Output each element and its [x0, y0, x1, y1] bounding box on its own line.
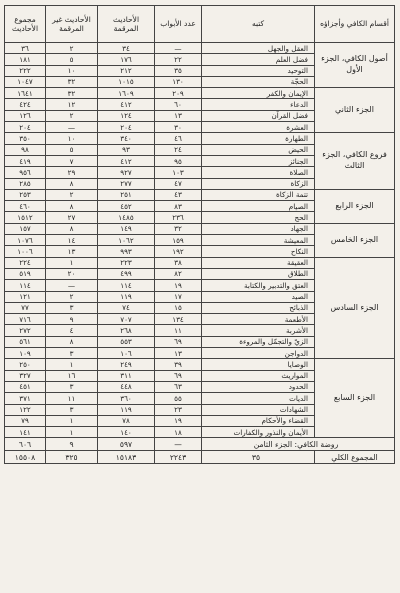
part-cell: الجزء السابع: [315, 359, 395, 438]
chapters-cell: ٦٩: [155, 336, 202, 347]
unnumbered-cell: —: [46, 280, 98, 291]
unnumbered-cell: ١٠: [46, 133, 98, 144]
numbered-cell: ٩٣: [98, 144, 155, 155]
numbered-cell: ٢٢٣: [98, 257, 155, 268]
chapters-cell: ٢٣: [155, 404, 202, 415]
numbered-cell: ٧٨: [98, 415, 155, 426]
book-cell: تتمة الزكاة: [202, 189, 315, 200]
unnumbered-cell: ١٣: [46, 246, 98, 257]
total-cell: ١٦٤١: [5, 88, 46, 99]
numbered-cell: ٧٠٧: [98, 314, 155, 325]
rawda-chapters: —: [155, 438, 202, 451]
chapters-cell: ٦٠: [155, 99, 202, 110]
grand-total-chapters: ٢٢٤٣: [155, 451, 202, 464]
total-cell: ٢٥٣: [5, 189, 46, 200]
numbered-cell: ٩٢٧: [98, 167, 155, 178]
total-cell: ١٢١: [5, 291, 46, 302]
book-cell: الحدود: [202, 381, 315, 392]
chapters-cell: ٣٠: [155, 122, 202, 133]
unnumbered-cell: ٣٢: [46, 88, 98, 99]
total-cell: ٧٧: [5, 302, 46, 313]
numbered-cell: ٣٦٠: [98, 393, 155, 404]
grand-total-numbered: ١٥١٨٣: [98, 451, 155, 464]
total-cell: ٢٧٢: [5, 325, 46, 336]
chapters-cell: ٣٩: [155, 359, 202, 370]
rawda-row: [5, 438, 395, 451]
chapters-cell: ١٨: [155, 427, 202, 438]
total-cell: ٩٨: [5, 144, 46, 155]
table-row: [5, 133, 395, 144]
book-cell: العشرة: [202, 122, 315, 133]
numbered-cell: ١١٤: [98, 280, 155, 291]
numbered-cell: ٢٦٨: [98, 325, 155, 336]
total-cell: ٧١٦: [5, 314, 46, 325]
unnumbered-cell: ١٤: [46, 235, 98, 246]
numbered-cell: ١٢٤: [98, 110, 155, 121]
chapters-cell: ١٣: [155, 348, 202, 359]
book-cell: الزكاة: [202, 178, 315, 189]
part-cell: فروع الكافي، الجزء الثالث: [315, 133, 395, 189]
numbered-cell: ٩٩٣: [98, 246, 155, 257]
total-cell: ٧٩: [5, 415, 46, 426]
unnumbered-cell: ١٢: [46, 99, 98, 110]
chapters-cell: ١٩: [155, 280, 202, 291]
total-cell: ٤٢٤: [5, 99, 46, 110]
chapters-cell: ٢٤: [155, 144, 202, 155]
numbered-cell: ١٠١٥: [98, 76, 155, 87]
chapters-cell: ٤٧: [155, 178, 202, 189]
chapters-cell: ١٣٤: [155, 314, 202, 325]
numbered-cell: ٣١١: [98, 370, 155, 381]
table-row: [5, 43, 395, 54]
total-cell: ٢٥٠: [5, 359, 46, 370]
total-cell: ٢٨٥: [5, 178, 46, 189]
book-cell: فضل العلم: [202, 54, 315, 65]
rawda-unnumbered: ٩: [46, 438, 98, 451]
total-cell: ١٢٢: [5, 404, 46, 415]
header-numbered: الأحاديث المرقمة: [98, 6, 155, 43]
unnumbered-cell: ٨: [46, 178, 98, 189]
chapters-cell: ٨٢: [155, 268, 202, 279]
book-cell: الحج: [202, 212, 315, 223]
table-row: [5, 189, 395, 200]
chapters-cell: ٦٣: [155, 381, 202, 392]
total-cell: ٣٥٠: [5, 133, 46, 144]
numbered-cell: ٣٤: [98, 43, 155, 54]
unnumbered-cell: ١١: [46, 393, 98, 404]
chapters-cell: ٣٢: [155, 223, 202, 234]
book-cell: الإيمان والكفر: [202, 88, 315, 99]
book-cell: فضل القرآن: [202, 110, 315, 121]
total-cell: ١٨١: [5, 54, 46, 65]
book-cell: الطلاق: [202, 268, 315, 279]
book-cell: المواريث: [202, 370, 315, 381]
book-cell: النكاح: [202, 246, 315, 257]
chapters-cell: ١١: [155, 325, 202, 336]
total-cell: ٢٢٤: [5, 257, 46, 268]
unnumbered-cell: ٨: [46, 201, 98, 212]
chapters-cell: ١٣٠: [155, 76, 202, 87]
book-cell: الشهادات: [202, 404, 315, 415]
total-cell: ١٢٦: [5, 110, 46, 121]
numbered-cell: ٢٥١: [98, 189, 155, 200]
unnumbered-cell: ٩: [46, 314, 98, 325]
book-cell: التوحيد: [202, 65, 315, 76]
book-cell: الحجّة: [202, 76, 315, 87]
chapters-cell: ٢٠٩: [155, 88, 202, 99]
total-cell: ٤١٩: [5, 155, 46, 166]
numbered-cell: ١٧٦: [98, 54, 155, 65]
numbered-cell: ٤١٢: [98, 99, 155, 110]
kafi-statistics-table: [4, 5, 395, 464]
numbered-cell: ٢١٢: [98, 65, 155, 76]
part-cell: أصول الكافي، الجزء الأول: [315, 43, 395, 88]
numbered-cell: ١٠٦: [98, 348, 155, 359]
numbered-cell: ٤٤٨: [98, 381, 155, 392]
total-cell: ٤٦٠: [5, 201, 46, 212]
unnumbered-cell: ٣: [46, 381, 98, 392]
chapters-cell: ١٧: [155, 291, 202, 302]
chapters-cell: ٨٣: [155, 201, 202, 212]
total-cell: ٥٦١: [5, 336, 46, 347]
chapters-cell: ٢٢: [155, 54, 202, 65]
table-body: [5, 43, 395, 464]
rawda-total: ٦٠٦: [5, 438, 46, 451]
numbered-cell: ٥٥٣: [98, 336, 155, 347]
book-cell: الصيام: [202, 201, 315, 212]
unnumbered-cell: ١٦: [46, 370, 98, 381]
header-book: كتبه: [202, 6, 315, 43]
unnumbered-cell: ٢٩: [46, 167, 98, 178]
book-cell: الأطعمة: [202, 314, 315, 325]
part-cell: الجزء الخامس: [315, 223, 395, 257]
header-chapters: عدد الأبواب: [155, 6, 202, 43]
chapters-cell: ٣٨: [155, 257, 202, 268]
unnumbered-cell: ١: [46, 359, 98, 370]
unnumbered-cell: ٨: [46, 336, 98, 347]
chapters-cell: ٤٦: [155, 133, 202, 144]
table-row: [5, 88, 395, 99]
total-cell: ٤٥١: [5, 381, 46, 392]
chapters-cell: ٥٥: [155, 393, 202, 404]
total-cell: ١٠٤٧: [5, 76, 46, 87]
unnumbered-cell: ٣: [46, 302, 98, 313]
unnumbered-cell: ٨: [46, 223, 98, 234]
header-total: مجموع الأحاديث: [5, 6, 46, 43]
chapters-cell: ٦٩: [155, 370, 202, 381]
book-cell: الزيّ والتجمّل والمروءة: [202, 336, 315, 347]
unnumbered-cell: ٤: [46, 325, 98, 336]
book-cell: الأشربة: [202, 325, 315, 336]
unnumbered-cell: ٢: [46, 43, 98, 54]
header-row: [5, 6, 395, 43]
table-row: [5, 223, 395, 234]
numbered-cell: ٢٧٧: [98, 178, 155, 189]
table-row: [5, 257, 395, 268]
book-cell: الصيد: [202, 291, 315, 302]
numbered-cell: ٢٤٩: [98, 359, 155, 370]
book-cell: الجهاد: [202, 223, 315, 234]
part-cell: الجزء الرابع: [315, 189, 395, 223]
chapters-cell: ٤٣: [155, 189, 202, 200]
chapters-cell: ٣٥: [155, 65, 202, 76]
unnumbered-cell: ٢: [46, 110, 98, 121]
total-cell: ١٠٩: [5, 348, 46, 359]
part-cell: الجزء السادس: [315, 257, 395, 359]
total-cell: ١٠٠٦: [5, 246, 46, 257]
chapters-cell: ١٩٢: [155, 246, 202, 257]
total-cell: ٣٢٧: [5, 370, 46, 381]
book-cell: الطهارة: [202, 133, 315, 144]
book-cell: الديات: [202, 393, 315, 404]
numbered-cell: ٤٥٢: [98, 201, 155, 212]
chapters-cell: —: [155, 43, 202, 54]
chapters-cell: ١٣: [155, 110, 202, 121]
total-cell: ١٤١: [5, 427, 46, 438]
chapters-cell: ١٠٣: [155, 167, 202, 178]
unnumbered-cell: ١٠: [46, 65, 98, 76]
total-cell: ٢٠٤: [5, 122, 46, 133]
book-cell: المعيشة: [202, 235, 315, 246]
book-cell: العقيقة: [202, 257, 315, 268]
unnumbered-cell: ٥: [46, 54, 98, 65]
unnumbered-cell: ١: [46, 257, 98, 268]
total-cell: ٥١٩: [5, 268, 46, 279]
total-cell: ٢٢٢: [5, 65, 46, 76]
header-part: أقسام الكافي وأجزاؤه: [315, 6, 395, 43]
table-row: [5, 359, 395, 370]
total-cell: ١٠٧٦: [5, 235, 46, 246]
grand-total-label: المجموع الكلي: [315, 451, 395, 464]
numbered-cell: ١٤٠: [98, 427, 155, 438]
grand-total-total: ١٥٥٠٨: [5, 451, 46, 464]
numbered-cell: ٤٩٩: [98, 268, 155, 279]
unnumbered-cell: ٣٢: [46, 76, 98, 87]
book-cell: الوصايا: [202, 359, 315, 370]
total-cell: ١١٤: [5, 280, 46, 291]
book-cell: الصلاة: [202, 167, 315, 178]
unnumbered-cell: ٥: [46, 144, 98, 155]
unnumbered-cell: ٧: [46, 155, 98, 166]
unnumbered-cell: ٢: [46, 291, 98, 302]
total-cell: ٣٧١: [5, 393, 46, 404]
total-cell: ٣٦: [5, 43, 46, 54]
unnumbered-cell: ١: [46, 415, 98, 426]
book-cell: الدواجن: [202, 348, 315, 359]
rawda-label: روضة الكافي: الجزء الثامن: [202, 438, 395, 451]
unnumbered-cell: ١: [46, 427, 98, 438]
numbered-cell: ٧٤: [98, 302, 155, 313]
grand-total-books: ٣٥: [202, 451, 315, 464]
chapters-cell: ٢٣٦: [155, 212, 202, 223]
numbered-cell: ٢٠٤: [98, 122, 155, 133]
unnumbered-cell: ٣: [46, 404, 98, 415]
chapters-cell: ١٩: [155, 415, 202, 426]
chapters-cell: ٩٥: [155, 155, 202, 166]
total-cell: ١٥١٢: [5, 212, 46, 223]
grand-total-row: [5, 451, 395, 464]
book-cell: الجنائز: [202, 155, 315, 166]
book-cell: العقل والجهل: [202, 43, 315, 54]
grand-total-unnumbered: ٣٢٥: [46, 451, 98, 464]
book-cell: الذبائح: [202, 302, 315, 313]
book-cell: العتق والتدبير والكتابة: [202, 280, 315, 291]
book-cell: الدعاء: [202, 99, 315, 110]
book-cell: القضاء والأحكام: [202, 415, 315, 426]
chapters-cell: ١٥: [155, 302, 202, 313]
numbered-cell: ١٠٦٢: [98, 235, 155, 246]
chapters-cell: ١٥٩: [155, 235, 202, 246]
book-cell: الحيض: [202, 144, 315, 155]
numbered-cell: ١٦٠٩: [98, 88, 155, 99]
total-cell: ١٥٧: [5, 223, 46, 234]
unnumbered-cell: ٢٧: [46, 212, 98, 223]
rawda-numbered: ٥٩٧: [98, 438, 155, 451]
header-unnumbered: الأحاديث غير المرقمة: [46, 6, 98, 43]
numbered-cell: ١١٩: [98, 404, 155, 415]
numbered-cell: ٣٤٠: [98, 133, 155, 144]
numbered-cell: ٤١٢: [98, 155, 155, 166]
book-cell: الأيمان والنذور والكفارات: [202, 427, 315, 438]
unnumbered-cell: ٢: [46, 189, 98, 200]
numbered-cell: ١٤٩: [98, 223, 155, 234]
total-cell: ٩٥٦: [5, 167, 46, 178]
unnumbered-cell: —: [46, 122, 98, 133]
numbered-cell: ١١٩: [98, 291, 155, 302]
unnumbered-cell: ٢٠: [46, 268, 98, 279]
numbered-cell: ١٤٨٥: [98, 212, 155, 223]
unnumbered-cell: ٣: [46, 348, 98, 359]
part-cell: الجزء الثاني: [315, 88, 395, 133]
